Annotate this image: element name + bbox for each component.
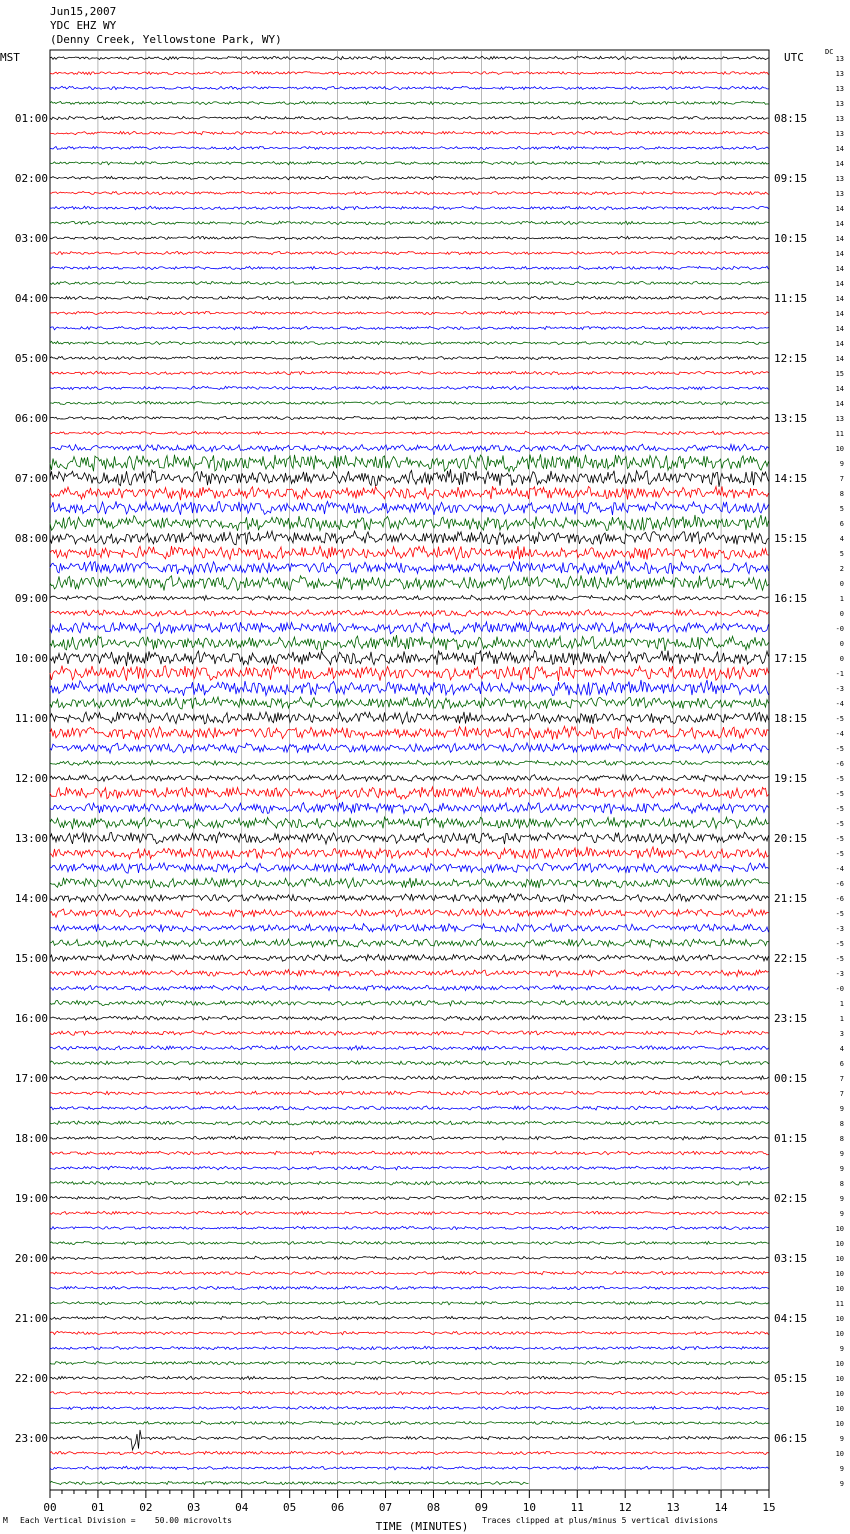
seismic-trace — [50, 909, 769, 917]
dc-offset-label: 14 — [835, 265, 844, 273]
dc-offset-label: -5 — [835, 805, 844, 813]
dc-offset-label: 14 — [835, 280, 844, 288]
seismic-trace — [50, 296, 769, 299]
seismic-trace — [50, 1166, 769, 1170]
seismic-trace — [50, 775, 769, 782]
utc-hour-label: 19:15 — [774, 772, 808, 785]
mst-hour-label: 21:00 — [14, 1312, 48, 1325]
seismic-trace — [50, 1226, 769, 1229]
dc-offset-label: 7 — [839, 1090, 844, 1098]
dc-offset-label: 13 — [835, 175, 844, 183]
dc-offset-label: -4 — [835, 865, 844, 873]
x-tick-label: 03 — [187, 1501, 201, 1514]
dc-offset-label: 7 — [839, 475, 844, 483]
dc-offset-label: -5 — [835, 715, 844, 723]
dc-offset-label: -5 — [835, 955, 844, 963]
mst-hour-label: 01:00 — [14, 112, 48, 125]
dc-offset-label: -6 — [835, 895, 844, 903]
seismic-trace — [50, 1430, 769, 1450]
seismic-trace — [50, 386, 769, 390]
dc-offset-label: 10 — [835, 1390, 844, 1398]
x-tick-label: 11 — [570, 1501, 584, 1514]
dc-offset-label: 13 — [835, 100, 844, 108]
seismic-trace — [50, 146, 769, 149]
seismic-trace — [50, 970, 769, 977]
plot-date: Jun15,2007 — [50, 5, 117, 18]
dc-column-header: DC — [825, 48, 834, 56]
seismic-trace — [50, 1391, 769, 1394]
seismic-trace — [50, 546, 769, 560]
dc-offset-label: 0 — [839, 655, 844, 663]
dc-offset-label: 7 — [839, 1075, 844, 1083]
dc-offset-label: -5 — [835, 850, 844, 858]
seismic-trace — [50, 469, 769, 487]
seismic-trace — [50, 666, 769, 681]
dc-offset-label: 14 — [835, 145, 844, 153]
dc-offset-label: -3 — [835, 970, 844, 978]
station-code: YDC EHZ WY — [50, 19, 117, 32]
seismic-trace — [50, 787, 769, 799]
dc-offset-label: -4 — [835, 730, 844, 738]
dc-offset-label: 14 — [835, 325, 844, 333]
mst-hour-label: 13:00 — [14, 832, 48, 845]
dc-offset-label: 0 — [839, 610, 844, 618]
utc-hour-label: 17:15 — [774, 652, 808, 665]
utc-hour-label: 10:15 — [774, 232, 808, 245]
x-tick-label: 05 — [283, 1501, 297, 1514]
seismic-trace — [50, 1016, 769, 1021]
seismic-trace — [50, 1376, 769, 1379]
dc-offset-label: 13 — [835, 115, 844, 123]
dc-offset-label: 14 — [835, 340, 844, 348]
dc-offset-label: 14 — [835, 310, 844, 318]
seismic-trace — [50, 311, 769, 314]
dc-offset-label: 10 — [835, 1405, 844, 1413]
dc-offset-label: 9 — [839, 1165, 844, 1173]
dc-offset-label: 0 — [839, 580, 844, 588]
seismic-trace — [50, 444, 769, 451]
utc-hour-label: 16:15 — [774, 592, 808, 605]
dc-offset-label: 10 — [835, 1285, 844, 1293]
dc-offset-label: -5 — [835, 835, 844, 843]
x-tick-label: 07 — [378, 1501, 393, 1514]
utc-hour-label: 01:15 — [774, 1132, 808, 1145]
seismic-trace — [50, 1106, 769, 1110]
seismic-trace — [50, 161, 769, 165]
x-tick-label: 06 — [330, 1501, 345, 1514]
seismic-trace — [50, 1286, 769, 1289]
seismic-trace — [50, 1256, 769, 1260]
dc-offset-label: -0 — [835, 625, 844, 633]
utc-hour-label: 03:15 — [774, 1252, 808, 1265]
dc-offset-label: -0 — [835, 985, 844, 993]
seismic-trace — [50, 1031, 769, 1036]
left-timezone-label: MST — [0, 51, 20, 64]
dc-offset-label: 10 — [835, 1420, 844, 1428]
utc-hour-label: 02:15 — [774, 1192, 808, 1205]
x-tick-label: 08 — [426, 1501, 441, 1514]
dc-offset-label: 1 — [839, 1015, 844, 1023]
seismic-trace — [50, 1181, 769, 1185]
seismic-trace — [50, 622, 769, 634]
utc-hour-label: 04:15 — [774, 1312, 808, 1325]
dc-offset-label: -3 — [835, 925, 844, 933]
seismic-trace — [50, 486, 769, 500]
seismic-trace — [50, 610, 769, 617]
dc-offset-label: -3 — [835, 685, 844, 693]
utc-hour-label: 09:15 — [774, 172, 808, 185]
seismic-trace — [50, 1481, 529, 1484]
dc-offset-label: 13 — [835, 190, 844, 198]
dc-offset-label: 1 — [839, 1000, 844, 1008]
dc-offset-label: 9 — [839, 1435, 844, 1443]
dc-offset-label: 4 — [839, 535, 844, 543]
dc-offset-label: 10 — [835, 1225, 844, 1233]
x-tick-label: 02 — [139, 1501, 153, 1514]
dc-offset-label: -1 — [835, 670, 844, 678]
seismic-trace — [50, 1316, 769, 1319]
seismic-trace — [50, 743, 769, 753]
corner-mark: M — [3, 1516, 8, 1525]
utc-hour-label: 21:15 — [774, 892, 808, 905]
seismic-trace — [50, 1271, 769, 1274]
seismic-trace — [50, 726, 769, 739]
x-tick-label: 01 — [91, 1501, 105, 1514]
dc-offset-label: 9 — [839, 1345, 844, 1353]
mst-hour-label: 14:00 — [14, 892, 48, 905]
x-tick-label: 13 — [666, 1501, 680, 1514]
seismic-trace — [50, 1136, 769, 1140]
seismic-trace — [50, 71, 769, 74]
dc-offset-label: 5 — [839, 505, 844, 513]
dc-offset-label: -4 — [835, 700, 844, 708]
x-axis-title: TIME (MINUTES) — [375, 1520, 469, 1533]
dc-offset-label: 6 — [839, 1060, 844, 1068]
seismic-trace — [50, 1061, 769, 1065]
mst-hour-label: 12:00 — [14, 772, 48, 785]
dc-offset-label: 10 — [835, 1315, 844, 1323]
dc-offset-label: 14 — [835, 235, 844, 243]
seismic-trace — [50, 985, 769, 990]
seismic-trace — [50, 176, 769, 179]
dc-offset-label: 9 — [839, 460, 844, 468]
dc-offset-label: 14 — [835, 220, 844, 228]
mst-hour-label: 09:00 — [14, 592, 48, 605]
utc-hour-label: 22:15 — [774, 952, 808, 965]
seismic-trace — [50, 1421, 769, 1425]
utc-hour-label: 20:15 — [774, 832, 808, 845]
utc-hour-label: 23:15 — [774, 1012, 808, 1025]
seismic-trace — [50, 1121, 769, 1125]
dc-offset-label: 14 — [835, 400, 844, 408]
seismic-trace — [50, 454, 769, 471]
seismic-trace — [50, 955, 769, 962]
dc-offset-label: 10 — [835, 1240, 844, 1248]
dc-offset-label: 8 — [839, 1120, 844, 1128]
seismic-trace — [50, 416, 769, 419]
seismic-trace — [50, 86, 769, 89]
seismic-trace — [50, 1406, 769, 1409]
seismic-trace — [50, 1151, 769, 1155]
seismic-trace — [50, 531, 769, 545]
dc-offset-label: 9 — [839, 1480, 844, 1488]
seismic-trace — [50, 326, 769, 330]
dc-offset-label: 10 — [835, 1255, 844, 1263]
dc-offset-label: 9 — [839, 1465, 844, 1473]
x-tick-label: 12 — [618, 1501, 632, 1514]
utc-hour-label: 06:15 — [774, 1432, 808, 1445]
seismic-trace — [50, 680, 769, 696]
seismic-trace — [50, 1346, 769, 1350]
dc-offset-label: 8 — [839, 1180, 844, 1188]
dc-offset-label: 5 — [839, 550, 844, 558]
mst-hour-label: 10:00 — [14, 652, 48, 665]
dc-offset-label: 11 — [835, 430, 844, 438]
dc-offset-label: 14 — [835, 250, 844, 258]
dc-offset-label: 10 — [835, 1270, 844, 1278]
mst-hour-label: 17:00 — [14, 1072, 48, 1085]
dc-offset-label: 15 — [835, 370, 844, 378]
seismic-trace — [50, 191, 769, 194]
dc-offset-label: 3 — [839, 1030, 844, 1038]
seismic-trace — [50, 1466, 769, 1470]
seismic-trace — [50, 341, 769, 344]
scale-note: Each Vertical Division = 50.00 microvolts — [20, 1516, 232, 1525]
mst-hour-label: 19:00 — [14, 1192, 48, 1205]
seismic-trace — [50, 847, 769, 859]
seismic-trace — [50, 712, 769, 724]
seismic-trace — [50, 1196, 769, 1200]
seismic-trace — [50, 1000, 769, 1005]
utc-hour-label: 05:15 — [774, 1372, 808, 1385]
dc-offset-label: -5 — [835, 940, 844, 948]
seismic-trace — [50, 266, 769, 269]
mst-hour-label: 11:00 — [14, 712, 48, 725]
seismic-trace — [50, 356, 769, 360]
dc-offset-label: -5 — [835, 820, 844, 828]
dc-offset-label: 6 — [839, 520, 844, 528]
utc-hour-label: 14:15 — [774, 472, 808, 485]
seismic-trace — [50, 116, 769, 119]
dc-offset-label: 8 — [839, 490, 844, 498]
seismic-trace — [50, 131, 769, 134]
seismic-trace — [50, 575, 769, 590]
utc-hour-label: 08:15 — [774, 112, 808, 125]
seismic-trace — [50, 236, 769, 239]
seismic-trace — [50, 401, 769, 404]
utc-hour-label: 00:15 — [774, 1072, 808, 1085]
mst-hour-label: 02:00 — [14, 172, 48, 185]
seismic-trace — [50, 561, 769, 574]
seismic-trace — [50, 371, 769, 375]
seismic-trace — [50, 431, 769, 434]
seismic-trace — [50, 1301, 769, 1305]
dc-offset-label: 10 — [835, 445, 844, 453]
mst-hour-label: 05:00 — [14, 352, 48, 365]
dc-offset-label: 10 — [835, 1330, 844, 1338]
dc-offset-label: 13 — [835, 415, 844, 423]
dc-offset-label: 9 — [839, 1105, 844, 1113]
dc-offset-label: 9 — [839, 1195, 844, 1203]
dc-offset-label: 10 — [835, 1360, 844, 1368]
dc-offset-label: 11 — [835, 1300, 844, 1308]
x-tick-label: 09 — [474, 1501, 489, 1514]
x-tick-label: 10 — [522, 1501, 536, 1514]
dc-offset-label: 0 — [839, 640, 844, 648]
dc-offset-label: 13 — [835, 55, 844, 63]
dc-offset-label: 14 — [835, 205, 844, 213]
dc-offset-label: -5 — [835, 790, 844, 798]
seismic-trace — [50, 1046, 769, 1051]
seismic-trace — [50, 878, 769, 888]
utc-hour-label: 13:15 — [774, 412, 808, 425]
seismic-trace — [50, 1331, 769, 1334]
station-location: (Denny Creek, Yellowstone Park, WY) — [50, 33, 282, 46]
mst-hour-label: 22:00 — [14, 1372, 48, 1385]
mst-hour-label: 04:00 — [14, 292, 48, 305]
seismic-trace — [50, 802, 769, 814]
dc-offset-label: 14 — [835, 160, 844, 168]
clip-note: Traces clipped at plus/minus 5 vertical divisions — [482, 1516, 719, 1525]
seismic-trace — [50, 1241, 769, 1244]
seismic-trace — [50, 1076, 769, 1080]
mst-hour-label: 07:00 — [14, 472, 48, 485]
dc-offset-label: -5 — [835, 775, 844, 783]
dc-offset-label: 14 — [835, 355, 844, 363]
mst-hour-label: 20:00 — [14, 1252, 48, 1265]
seismic-trace — [50, 894, 769, 902]
dc-offset-label: 10 — [835, 1375, 844, 1383]
seismic-trace — [50, 281, 769, 284]
dc-offset-label: 13 — [835, 70, 844, 78]
seismic-trace — [50, 1361, 769, 1365]
x-tick-label: 04 — [235, 1501, 249, 1514]
seismic-trace — [50, 1211, 769, 1214]
dc-offset-label: 2 — [839, 565, 844, 573]
seismic-trace — [50, 101, 769, 104]
dc-offset-label: -5 — [835, 745, 844, 753]
dc-offset-label: 14 — [835, 295, 844, 303]
dc-offset-label: 4 — [839, 1045, 844, 1053]
seismic-trace — [50, 651, 769, 667]
utc-hour-label: 15:15 — [774, 532, 808, 545]
seismic-trace — [50, 251, 769, 254]
x-tick-label: 00 — [43, 1501, 57, 1514]
dc-offset-label: -6 — [835, 880, 844, 888]
mst-hour-label: 03:00 — [14, 232, 48, 245]
seismic-trace — [50, 817, 769, 829]
seismic-trace — [50, 863, 769, 873]
seismic-trace — [50, 1451, 769, 1454]
seismic-trace — [50, 515, 769, 531]
x-tick-label: 15 — [762, 1501, 776, 1514]
seismic-trace — [50, 832, 769, 844]
seismic-trace — [50, 924, 769, 933]
seismic-trace — [50, 221, 769, 225]
dc-offset-label: 10 — [835, 1450, 844, 1458]
seismic-trace — [50, 939, 769, 947]
dc-offset-label: 14 — [835, 385, 844, 393]
utc-hour-label: 11:15 — [774, 292, 808, 305]
mst-hour-label: 23:00 — [14, 1432, 48, 1445]
seismic-trace — [50, 501, 769, 515]
dc-offset-label: 9 — [839, 1210, 844, 1218]
seismic-trace — [50, 1091, 769, 1095]
dc-offset-label: 9 — [839, 1150, 844, 1158]
seismic-trace — [50, 760, 769, 765]
seismic-trace — [50, 697, 769, 709]
mst-hour-label: 18:00 — [14, 1132, 48, 1145]
seismic-trace — [50, 635, 769, 651]
mst-hour-label: 15:00 — [14, 952, 48, 965]
mst-hour-label: 08:00 — [14, 532, 48, 545]
dc-offset-label: 13 — [835, 130, 844, 138]
dc-offset-label: 8 — [839, 1135, 844, 1143]
dc-offset-label: 1 — [839, 595, 844, 603]
utc-hour-label: 12:15 — [774, 352, 808, 365]
right-timezone-label: UTC — [784, 51, 804, 64]
mst-hour-label: 16:00 — [14, 1012, 48, 1025]
mst-hour-label: 06:00 — [14, 412, 48, 425]
dc-offset-label: 13 — [835, 85, 844, 93]
utc-hour-label: 18:15 — [774, 712, 808, 725]
seismic-trace — [50, 206, 769, 210]
dc-offset-label: -6 — [835, 760, 844, 768]
seismic-trace — [50, 595, 769, 600]
dc-offset-label: -5 — [835, 910, 844, 918]
x-tick-label: 14 — [714, 1501, 728, 1514]
seismic-trace — [50, 56, 769, 60]
